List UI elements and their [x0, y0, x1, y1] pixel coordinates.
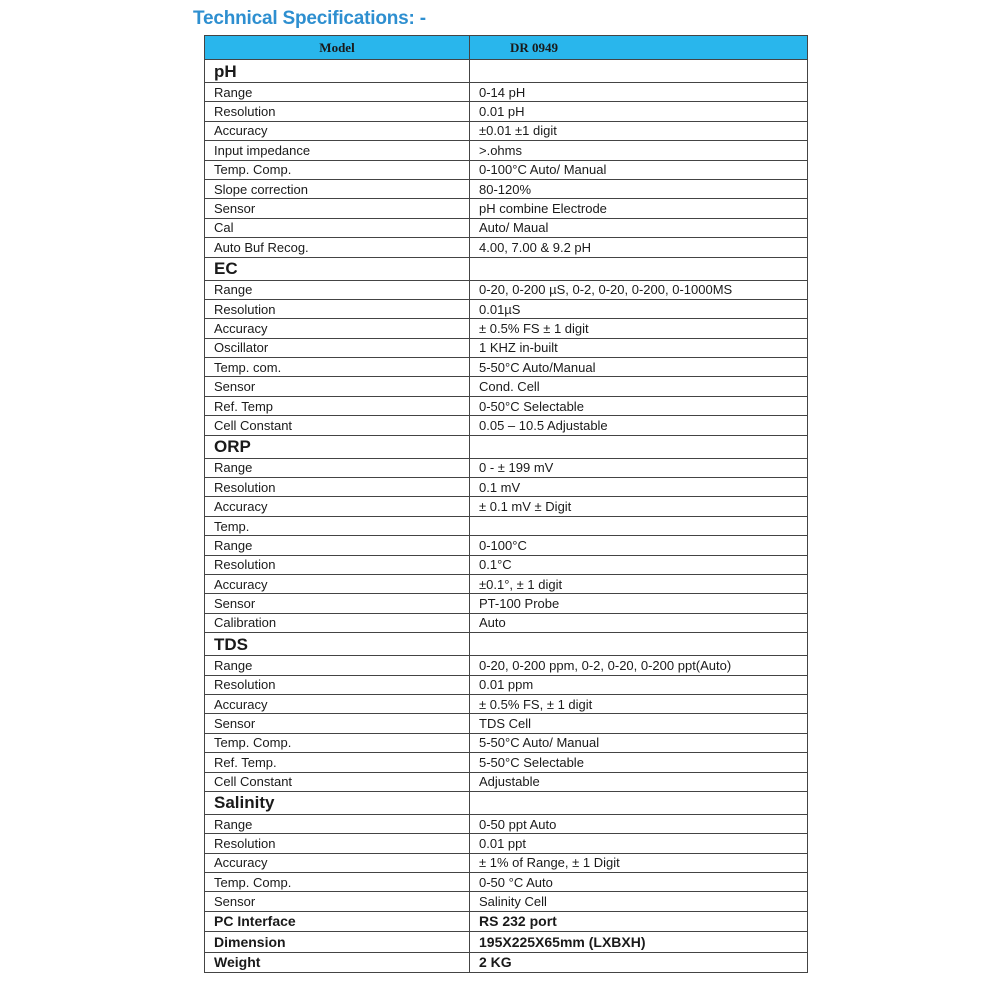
section-row: [205, 60, 808, 83]
param-value: Cond. Cell: [470, 377, 808, 396]
param-label: Auto Buf Recog.: [205, 238, 470, 257]
param-value: ± 0.5% FS ± 1 digit: [470, 319, 808, 338]
param-value: 4.00, 7.00 & 9.2 pH: [470, 238, 808, 257]
param-label: Resolution: [205, 299, 470, 318]
param-value: 0.01 ppm: [470, 675, 808, 694]
param-value: 0.01 ppt: [470, 834, 808, 853]
table-row: [205, 814, 808, 833]
section-title: EC: [205, 257, 470, 280]
model-value: DR 0949: [470, 36, 808, 60]
table-row: [205, 319, 808, 338]
param-value: [470, 516, 808, 535]
param-label: Temp.: [205, 516, 470, 535]
table-row-bold: [205, 932, 808, 953]
param-label: Resolution: [205, 478, 470, 497]
param-value: 80-120%: [470, 179, 808, 198]
param-label: PC Interface: [205, 911, 470, 932]
param-value: 0-14 pH: [470, 83, 808, 102]
param-label: Accuracy: [205, 853, 470, 872]
param-value: RS 232 port: [470, 911, 808, 932]
table-row: [205, 218, 808, 237]
section-title: TDS: [205, 633, 470, 656]
table-row: [205, 199, 808, 218]
param-value: PT-100 Probe: [470, 594, 808, 613]
table-row: [205, 396, 808, 415]
param-label: Accuracy: [205, 574, 470, 593]
param-label: Input impedance: [205, 141, 470, 160]
table-row: [205, 753, 808, 772]
param-label: Range: [205, 83, 470, 102]
param-label: Dimension: [205, 932, 470, 953]
table-row: [205, 478, 808, 497]
param-label: Resolution: [205, 102, 470, 121]
param-label: Range: [205, 656, 470, 675]
table-row: [205, 299, 808, 318]
section-row: [205, 435, 808, 458]
table-row: [205, 733, 808, 752]
table-row-bold: [205, 952, 808, 973]
param-label: Range: [205, 536, 470, 555]
param-label: Oscillator: [205, 338, 470, 357]
table-row: [205, 358, 808, 377]
page-title: Technical Specifications: -: [193, 8, 426, 29]
table-row: [205, 238, 808, 257]
param-value: Salinity Cell: [470, 892, 808, 911]
table-row: [205, 83, 808, 102]
param-label: Temp. Comp.: [205, 733, 470, 752]
param-label: Resolution: [205, 675, 470, 694]
param-label: Slope correction: [205, 179, 470, 198]
table-row: [205, 714, 808, 733]
param-value: 0.01µS: [470, 299, 808, 318]
param-label: Temp. Comp.: [205, 160, 470, 179]
table-row: [205, 179, 808, 198]
table-row: [205, 656, 808, 675]
param-value: 2 KG: [470, 952, 808, 973]
param-value: 0-50 ppt Auto: [470, 814, 808, 833]
section-title: ORP: [205, 435, 470, 458]
table-row: [205, 497, 808, 516]
param-value: 5-50°C Auto/ Manual: [470, 733, 808, 752]
param-value: pH combine Electrode: [470, 199, 808, 218]
param-label: Cal: [205, 218, 470, 237]
section-empty-cell: [470, 435, 808, 458]
param-label: Cell Constant: [205, 416, 470, 435]
table-row: [205, 873, 808, 892]
param-value: 0 - ± 199 mV: [470, 458, 808, 477]
param-value: ± 0.1 mV ± Digit: [470, 497, 808, 516]
table-row: [205, 280, 808, 299]
param-value: 0.05 – 10.5 Adjustable: [470, 416, 808, 435]
param-label: Range: [205, 458, 470, 477]
param-label: Weight: [205, 952, 470, 973]
param-value: 0-100°C: [470, 536, 808, 555]
param-value: 1 KHZ in-built: [470, 338, 808, 357]
param-value: 0.1 mV: [470, 478, 808, 497]
section-empty-cell: [470, 633, 808, 656]
table-row: [205, 892, 808, 911]
param-label: Sensor: [205, 892, 470, 911]
param-label: Ref. Temp.: [205, 753, 470, 772]
table-row: [205, 102, 808, 121]
param-label: Ref. Temp: [205, 396, 470, 415]
table-row: [205, 121, 808, 140]
table-row: [205, 536, 808, 555]
param-label: Range: [205, 814, 470, 833]
section-row: [205, 257, 808, 280]
section-empty-cell: [470, 60, 808, 83]
table-row: [205, 613, 808, 632]
param-label: Accuracy: [205, 319, 470, 338]
param-label: Resolution: [205, 555, 470, 574]
table-row: [205, 416, 808, 435]
model-label: Model: [205, 36, 470, 60]
param-value: TDS Cell: [470, 714, 808, 733]
table-row: [205, 141, 808, 160]
param-value: >.ohms: [470, 141, 808, 160]
param-label: Accuracy: [205, 497, 470, 516]
param-label: Temp. Comp.: [205, 873, 470, 892]
table-row: [205, 772, 808, 791]
param-value: 0-20, 0-200 µS, 0-2, 0-20, 0-200, 0-1000MS: [470, 280, 808, 299]
table-row: [205, 458, 808, 477]
section-title: Salinity: [205, 791, 470, 814]
section-empty-cell: [470, 257, 808, 280]
param-label: Sensor: [205, 377, 470, 396]
table-row: [205, 555, 808, 574]
table-row: [205, 160, 808, 179]
param-value: 5-50°C Auto/Manual: [470, 358, 808, 377]
param-value: ± 1% of Range, ± 1 Digit: [470, 853, 808, 872]
param-value: ±0.1°, ± 1 digit: [470, 574, 808, 593]
section-empty-cell: [470, 791, 808, 814]
param-value: ± 0.5% FS, ± 1 digit: [470, 694, 808, 713]
param-label: Temp. com.: [205, 358, 470, 377]
param-value: 0-20, 0-200 ppm, 0-2, 0-20, 0-200 ppt(Auto): [470, 656, 808, 675]
section-title: pH: [205, 60, 470, 83]
section-row: [205, 791, 808, 814]
table-row: [205, 853, 808, 872]
param-label: Sensor: [205, 714, 470, 733]
param-value: 0-50°C Selectable: [470, 396, 808, 415]
param-value: Auto: [470, 613, 808, 632]
param-value: 0.01 pH: [470, 102, 808, 121]
param-value: 195X225X65mm (LXBXH): [470, 932, 808, 953]
param-value: 0-50 °C Auto: [470, 873, 808, 892]
table-row: [205, 377, 808, 396]
param-label: Cell Constant: [205, 772, 470, 791]
table-header-row: [205, 36, 808, 60]
param-value: ±0.01 ±1 digit: [470, 121, 808, 140]
table-row: [205, 338, 808, 357]
table-row: [205, 675, 808, 694]
param-label: Resolution: [205, 834, 470, 853]
param-label: Range: [205, 280, 470, 299]
table-row: [205, 694, 808, 713]
table-row: [205, 574, 808, 593]
param-value: Auto/ Maual: [470, 218, 808, 237]
param-label: Sensor: [205, 594, 470, 613]
table-row: [205, 834, 808, 853]
table-row: [205, 594, 808, 613]
param-value: Adjustable: [470, 772, 808, 791]
param-label: Accuracy: [205, 694, 470, 713]
spec-table-body: [205, 36, 808, 973]
param-value: 0.1°C: [470, 555, 808, 574]
table-row-bold: [205, 911, 808, 932]
spec-table: [204, 35, 808, 973]
param-label: Calibration: [205, 613, 470, 632]
table-row: [205, 516, 808, 535]
section-row: [205, 633, 808, 656]
param-value: 5-50°C Selectable: [470, 753, 808, 772]
param-label: Sensor: [205, 199, 470, 218]
param-label: Accuracy: [205, 121, 470, 140]
param-value: 0-100°C Auto/ Manual: [470, 160, 808, 179]
